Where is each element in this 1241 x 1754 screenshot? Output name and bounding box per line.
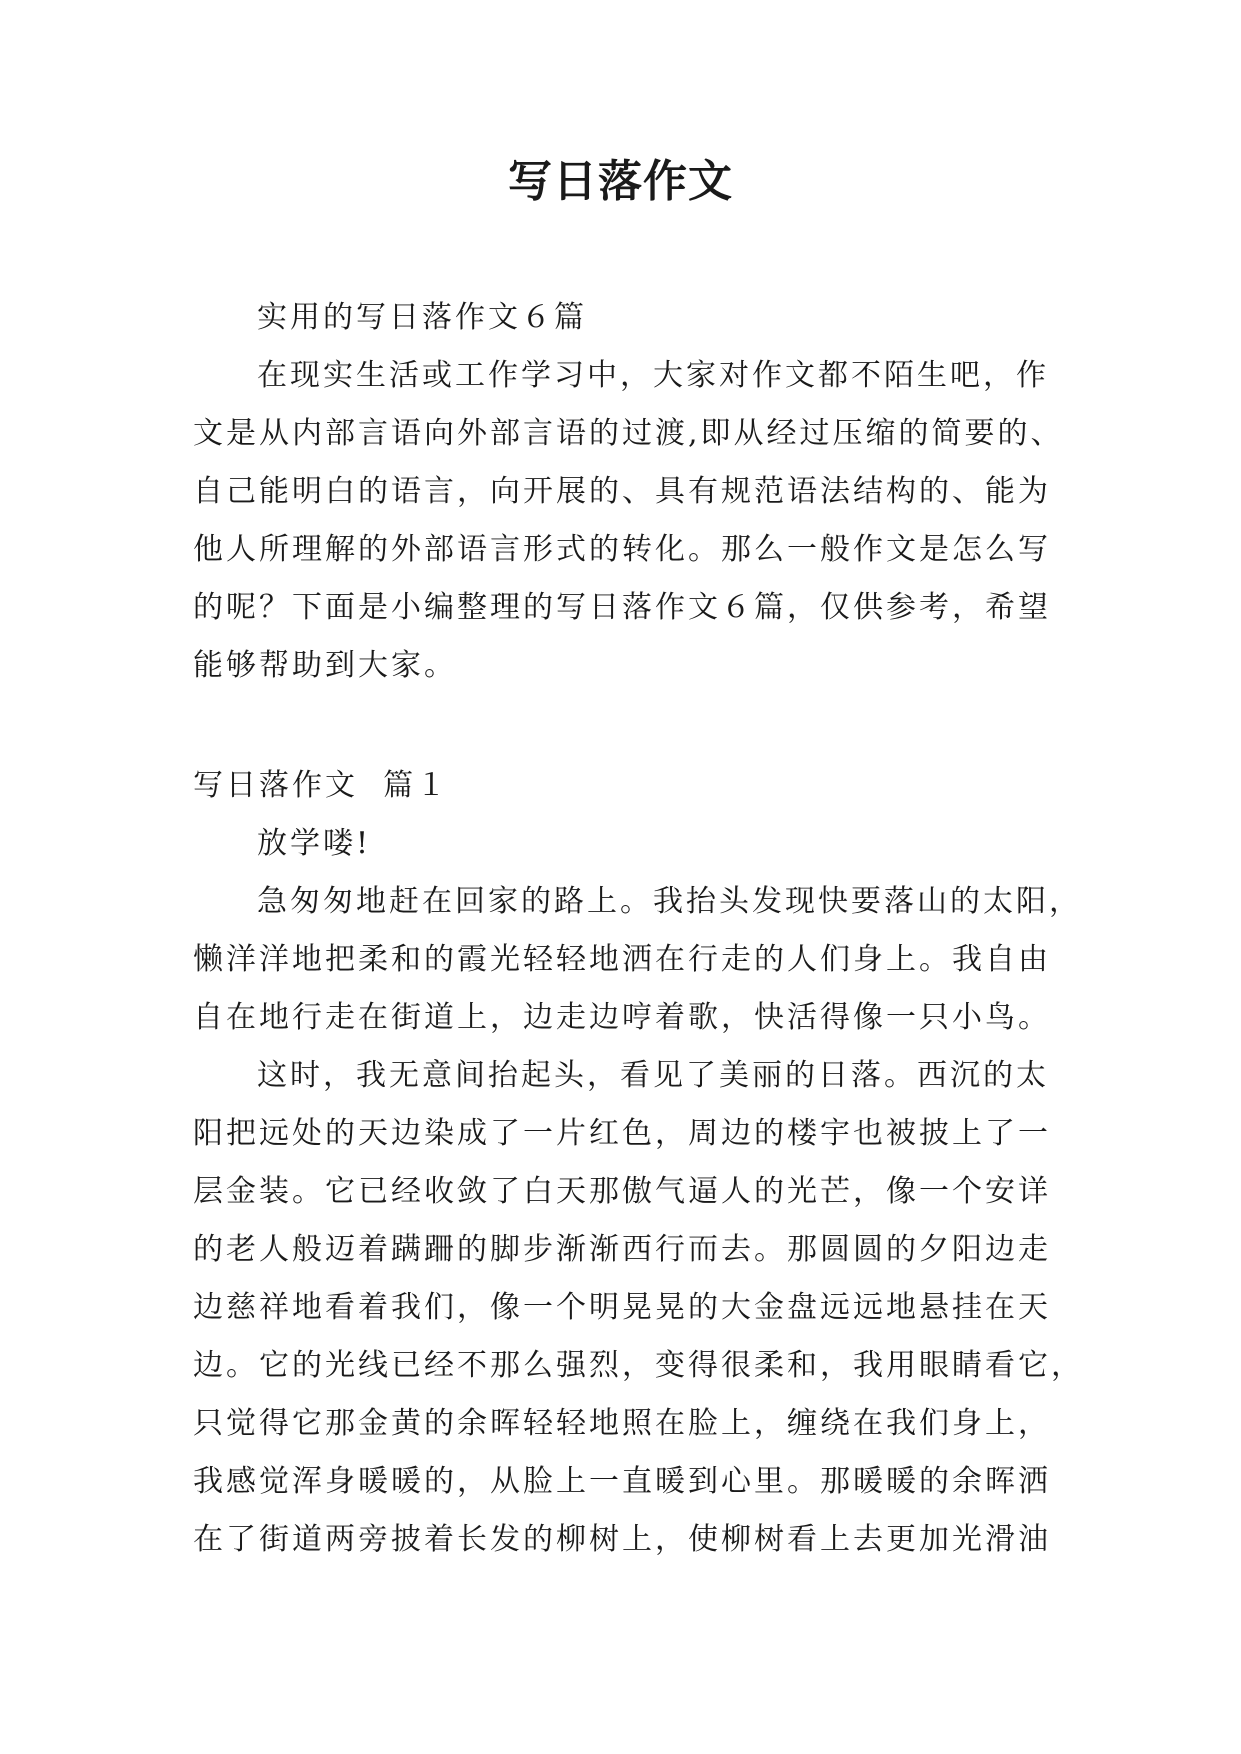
section-paragraph-line: 放学喽! bbox=[257, 826, 372, 861]
document-title: 写日落作文 bbox=[508, 156, 733, 207]
intro-paragraph-line: 文是从内部言语向外部言语的过渡,即从经过压缩的简要的、 bbox=[193, 416, 1064, 451]
section-paragraph-line: 边。它的光线已经不那么强烈，变得很柔和，我用眼睛看它， bbox=[193, 1348, 1084, 1383]
section-paragraph-line: 我感觉浑身暖暖的，从脸上一直暖到心里。那暖暖的余晖洒 bbox=[193, 1464, 1051, 1499]
section-paragraph-line: 在了街道两旁披着长发的柳树上，使柳树看上去更加光滑油 bbox=[193, 1522, 1051, 1557]
section-paragraph-line: 层金装。它已经收敛了白天那傲气逼人的光芒，像一个安详 bbox=[193, 1174, 1051, 1209]
section-paragraph-line: 急匆匆地赶在回家的路上。我抬头发现快要落山的太阳， bbox=[257, 884, 1082, 919]
section-heading: 写日落作文 篇１ bbox=[193, 768, 450, 803]
intro-paragraph-line: 自己能明白的语言，向开展的、具有规范语法结构的、能为 bbox=[193, 474, 1051, 509]
intro-block bbox=[193, 289, 1064, 695]
section-paragraph-line: 阳把远处的天边染成了一片红色，周边的楼宇也被披上了一 bbox=[193, 1116, 1051, 1151]
section-paragraph-line: 这时，我无意间抬起头，看见了美丽的日落。西沉的太 bbox=[257, 1058, 1049, 1093]
intro-subtitle: 实用的写日落作文６篇 bbox=[257, 300, 587, 335]
section-1 bbox=[193, 757, 1084, 1569]
section-paragraph-line: 的老人般迈着蹒跚的脚步渐渐西行而去。那圆圆的夕阳边走 bbox=[193, 1232, 1051, 1267]
intro-paragraph-line: 能够帮助到大家。 bbox=[193, 648, 457, 683]
intro-paragraph-line: 的呢？下面是小编整理的写日落作文６篇，仅供参考，希望 bbox=[193, 590, 1051, 625]
intro-paragraph-line: 在现实生活或工作学习中，大家对作文都不陌生吧，作 bbox=[257, 358, 1049, 393]
section-paragraph-line: 懒洋洋地把柔和的霞光轻轻地洒在行走的人们身上。我自由 bbox=[193, 942, 1051, 977]
section-paragraph-line: 只觉得它那金黄的余晖轻轻地照在脸上，缠绕在我们身上， bbox=[193, 1406, 1051, 1441]
section-paragraph-line: 自在地行走在街道上，边走边哼着歌，快活得像一只小鸟。 bbox=[193, 1000, 1051, 1035]
intro-paragraph-line: 他人所理解的外部语言形式的转化。那么一般作文是怎么写 bbox=[193, 532, 1051, 567]
section-paragraph-line: 边慈祥地看着我们，像一个明晃晃的大金盘远远地悬挂在天 bbox=[193, 1290, 1051, 1325]
